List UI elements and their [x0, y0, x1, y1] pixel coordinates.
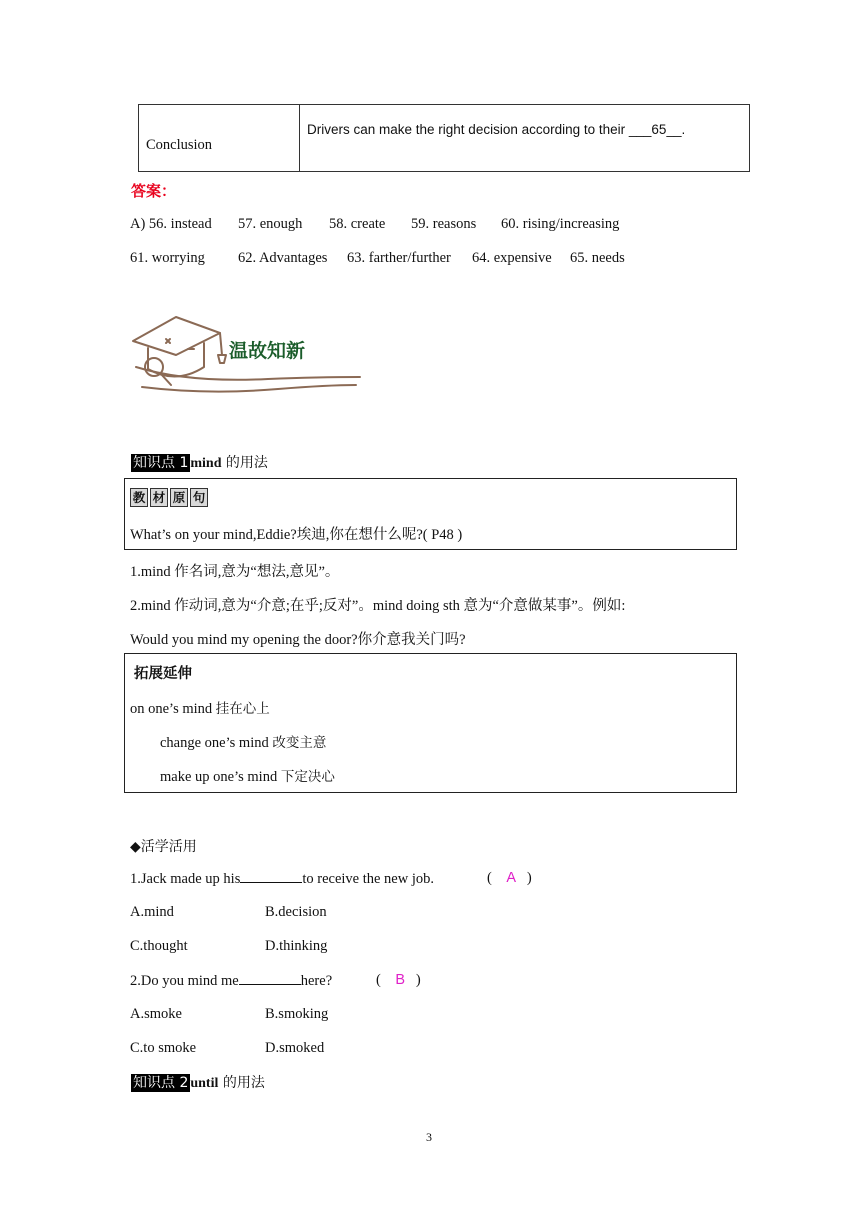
option: B.decision [265, 904, 327, 920]
table-divider [299, 105, 300, 171]
phrase-en: change one’s mind [160, 735, 269, 751]
answer-item: 61. worrying [130, 250, 205, 266]
extension-title: 拓展延伸 [134, 666, 192, 682]
answer-item: 59. reasons [411, 216, 477, 232]
page-number: 3 [426, 1130, 432, 1144]
question-text: to receive the new job. [302, 871, 434, 887]
option: C.to smoke [130, 1040, 197, 1056]
option: D.smoked [265, 1040, 325, 1056]
summary-table [138, 104, 750, 172]
knowledge-point-tag: 知识点 1 [133, 455, 189, 471]
section-banner-title: 温故知新 [229, 340, 306, 362]
answer-item: 58. create [329, 216, 386, 232]
badge-char: 材 [150, 488, 168, 507]
answer-item: 63. farther/further [347, 250, 451, 266]
usage-example: Would you mind my opening the door?你介意我关门吗? [130, 632, 466, 648]
knowledge-point-tag: 知识点 2 [133, 1075, 189, 1091]
phrase-en: make up one’s mind [160, 769, 278, 785]
question-1 [130, 870, 434, 888]
textbook-source-badge [130, 488, 210, 507]
answer-blank [240, 870, 302, 883]
table-label-cell: Conclusion [146, 137, 213, 153]
practice-title: ◆活学活用 [130, 839, 197, 855]
badge-char: 教 [130, 488, 148, 507]
keyword: until [190, 1076, 219, 1091]
option: D.thinking [265, 938, 328, 954]
question-text: 1.Jack made up his [130, 871, 241, 887]
keyword: mind [190, 456, 222, 471]
source-sentence: What’s on your mind,Eddie?埃迪,你在想什么呢?( P48 ) [130, 527, 463, 543]
knowledge-point-2-heading [131, 1072, 265, 1092]
knowledge-point-1-heading [131, 452, 268, 472]
option: A.smoke [130, 1006, 182, 1022]
heading-suffix: 的用法 [218, 1075, 265, 1091]
answer-item: 60. rising/increasing [501, 216, 620, 232]
answer-blank [239, 972, 301, 985]
option: C.thought [130, 938, 188, 954]
answer-key-letter: A [506, 870, 517, 886]
answer-item: 64. expensive [472, 250, 552, 266]
option: A.mind [130, 904, 174, 920]
answer-item: 62. Advantages [238, 250, 328, 266]
phrase-en: on one’s mind [130, 701, 213, 717]
answer-label: 答案： [131, 182, 177, 200]
answer-item: A) 56. instead [130, 216, 212, 232]
question-text: here? [300, 973, 333, 989]
answer-item: 57. enough [238, 216, 303, 232]
extension-item [160, 765, 335, 786]
option: B.smoking [265, 1006, 329, 1022]
extension-item [130, 697, 270, 718]
badge-char: 原 [170, 488, 188, 507]
answer-key-2: ( B ) [376, 972, 421, 988]
table-text-cell: Drivers can make the right decision according to their ___65__. [307, 122, 686, 137]
phrase-zh: 挂在心上 [215, 701, 270, 717]
badge-char: 句 [190, 488, 208, 507]
usage-note-1: 1.mind 作名词,意为“想法,意见”。 [130, 564, 340, 580]
answer-key-1: ( A ) [487, 870, 532, 886]
usage-note-2: 2.mind 作动词,意为“介意;在乎;反对”。mind doing sth 意为“介意做某事”。例如: [130, 598, 626, 614]
extension-item [160, 731, 326, 752]
question-text: 2.Do you mind me [130, 973, 239, 989]
answer-item: 65. needs [570, 250, 625, 266]
phrase-zh: 改变主意 [272, 735, 327, 751]
answer-key-letter: B [395, 972, 406, 988]
heading-suffix: 的用法 [221, 455, 268, 471]
phrase-zh: 下定决心 [280, 769, 335, 785]
question-2 [130, 972, 332, 990]
